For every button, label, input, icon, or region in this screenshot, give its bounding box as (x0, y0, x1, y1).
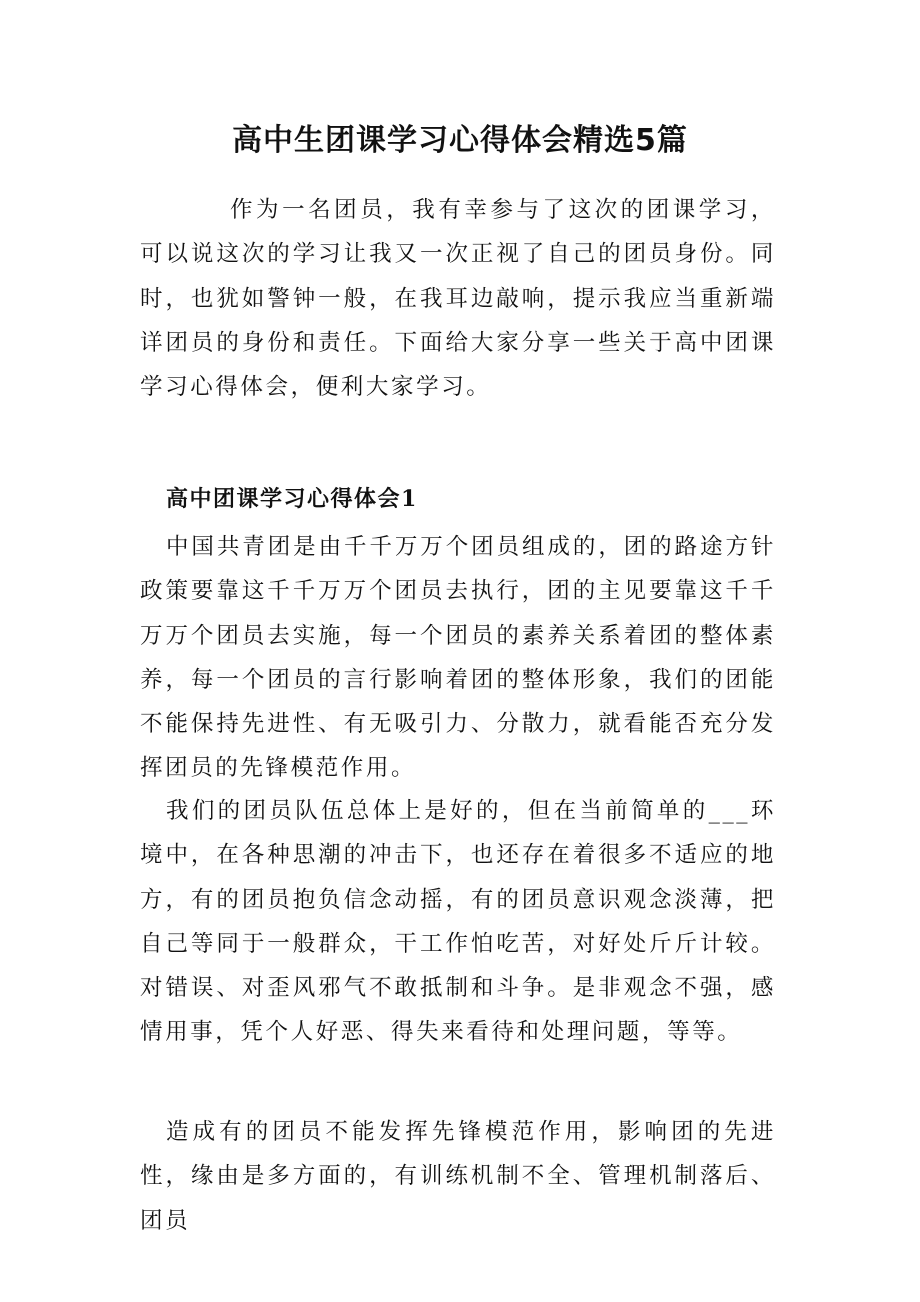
document-title: 高中生团课学习心得体会精选5篇 (232, 123, 688, 158)
body-paragraph-2: 我们的团员队伍总体上是好的，但在当前简单的___环境中，在各种思潮的冲击下，也还存在着很多不适应的地方，有的团员抱负信念动摇，有的团员意识观念淡薄，把自己等同于一般群众，干工作怕吃苦，对好处斤斤计较。对错误、对歪风邪气不敢抵制和斗争。是非观念不强，感情用事，凭个人好恶、得失来看待和处理问题，等等。 (140, 798, 776, 1046)
section-heading: 高中团课学习心得体会1 (166, 486, 418, 512)
intro-paragraph: 作为一名团员，我有幸参与了这次的团课学习，可以说这次的学习让我又一次正视了自己的团员身份。同时，也犹如警钟一般，在我耳边敲响，提示我应当重新端详团员的身份和责任。下面给大家分享一些关于高中团课学习心得体会，便利大家学习。 (140, 197, 776, 401)
body-paragraph-3: 造成有的团员不能发挥先锋模范作用，影响团的先进性，缘由是多方面的，有训练机制不全、管理机制落后、团员 (140, 1119, 776, 1234)
body-paragraph-1: 中国共青团是由千千万万个团员组成的，团的路途方针政策要靠这千千万万个团员去执行，团的主见要靠这千千万万个团员去实施，每一个团员的素养关系着团的整体素养，每一个团员的言行影响着团的整体形象，我们的团能不能保持先进性、有无吸引力、分散力，就看能否充分发挥团员的先锋模范作用。 (140, 534, 776, 782)
